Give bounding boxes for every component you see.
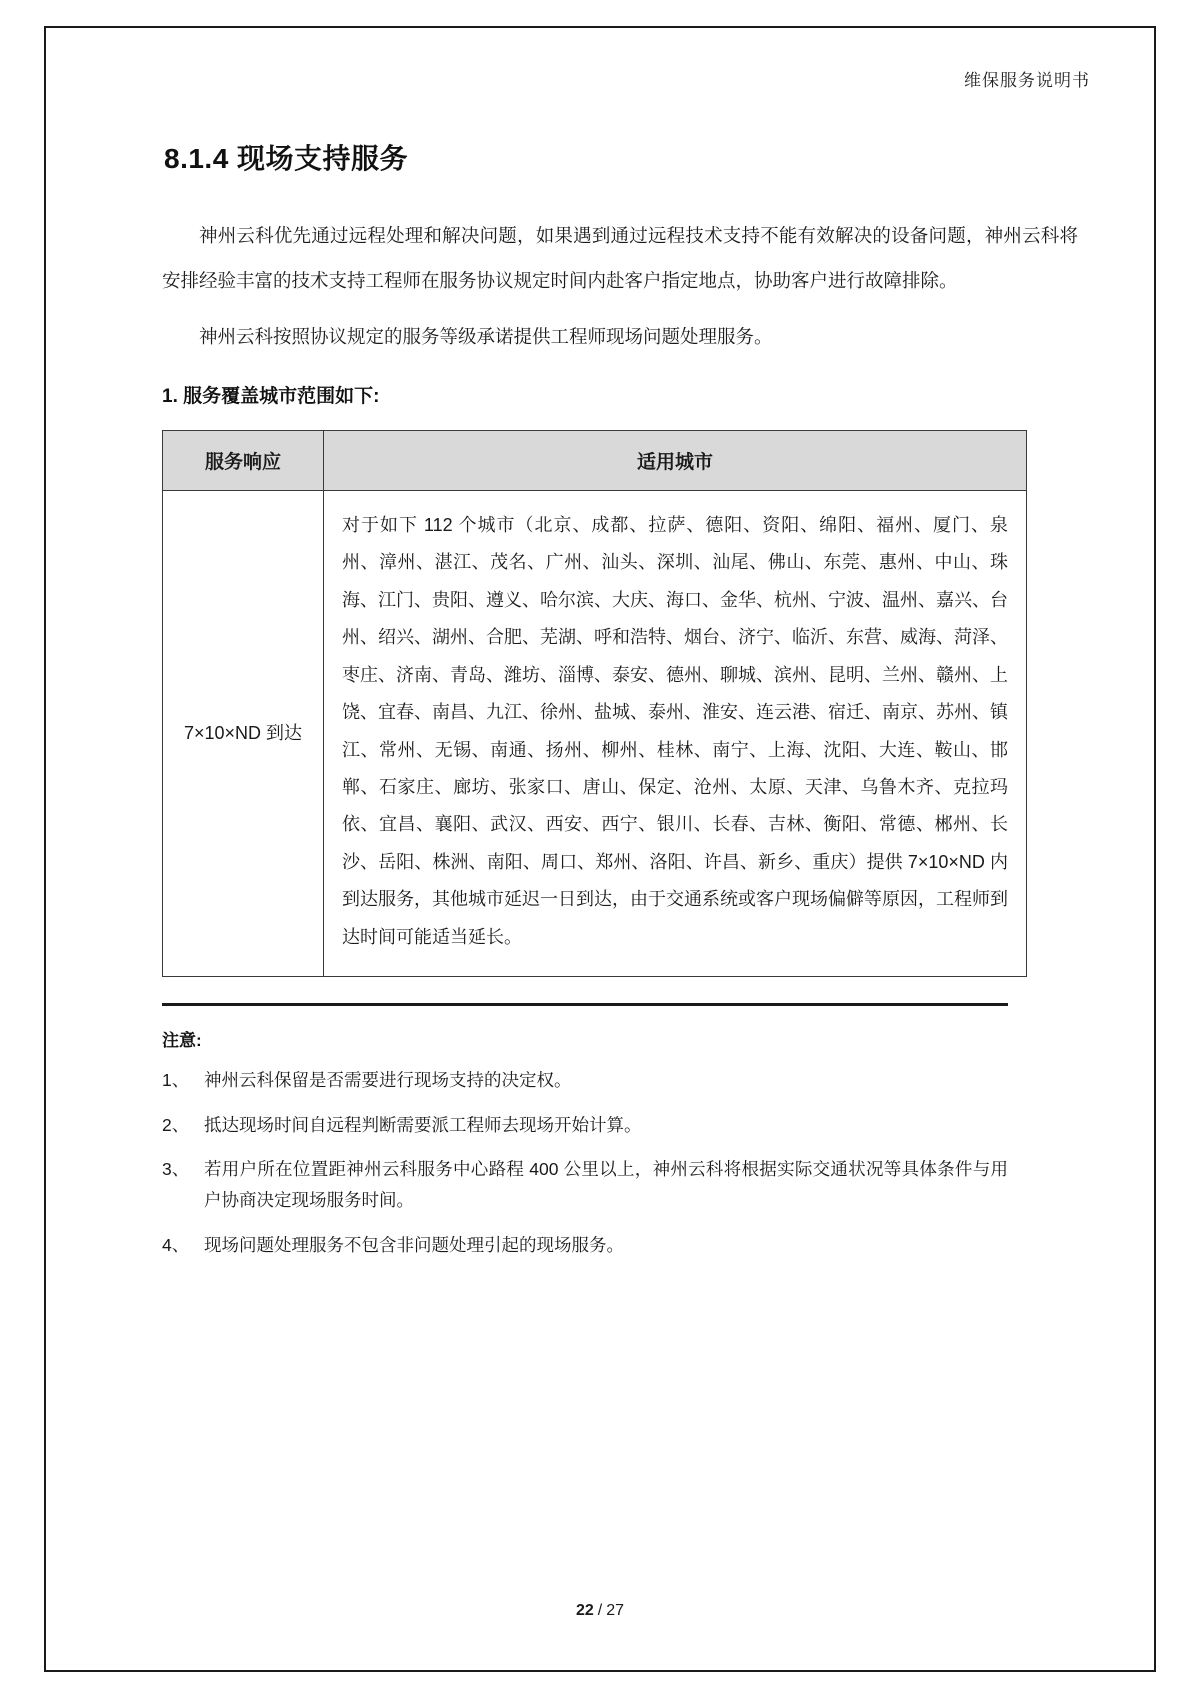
list-item-text: 神州云科保留是否需要进行现场支持的决定权。 bbox=[204, 1070, 572, 1091]
page-title: 8.1.4 现场支持服务 bbox=[164, 143, 409, 174]
cell-city-list: 对于如下 112 个城市（北京、成都、拉萨、德阳、资阳、绵阳、福州、厦门、泉州、漳州、湛江、茂名、广州、汕头、深圳、汕尾、佛山、东莞、惠州、中山、珠海、江门、贵阳、遵义、哈尔滨、大庆、海口、金华、杭州、宁波、温州、嘉兴、台州、绍兴、湖州、合肥、芜湖、呼和浩特、烟台、济宁、临沂、东营、威海、菏泽、枣庄、济南、青岛、潍坊、淄博、泰安、德州、聊城、滨州、昆明、兰州、赣州、上饶、宜春、南昌、九江、徐州、盐城、泰州、淮安、连云港、宿迁、南京、苏州、镇江、常州、无锡、南通、扬州、柳州、桂林、南宁、上海、沈阳、大连、鞍山、邯郸、石家庄、廊坊、张家口、唐山、保定、沧州、太原、天津、乌鲁木齐、克拉玛依、宜昌、襄阳、武汉、西安、西宁、银川、长春、吉林、衡阳、常德、郴州、长沙、岳阳、株洲、南阳、周口、郑州、洛阳、许昌、新乡、重庆）提供 7×10×ND 内到达服务，其他城市延迟一日到达，由于交通系统或客户现场偏僻等原因，工程师到达时间可能适当延长。 bbox=[324, 490, 1027, 976]
table-header-response: 服务响应 bbox=[163, 430, 324, 490]
horizontal-divider bbox=[162, 1003, 1008, 1006]
notice-title: 注意: bbox=[162, 1031, 202, 1051]
list-item bbox=[162, 1110, 1008, 1141]
document-header: 维保服务说明书 bbox=[964, 71, 1090, 90]
list-item-number: 2、 bbox=[162, 1114, 190, 1135]
list-item bbox=[162, 1154, 1008, 1215]
list-item-number: 4、 bbox=[162, 1234, 190, 1255]
page-content bbox=[44, 26, 1156, 1672]
list-item-text: 若用户所在位置距神州云科服务中心路程 400 公里以上，神州云科将根据实际交通状况等具体条件与用户协商决定现场服务时间。 bbox=[204, 1159, 1008, 1211]
footer-current-page: 22 bbox=[575, 1602, 594, 1619]
list-item bbox=[162, 1230, 1008, 1261]
list-item-number: 1、 bbox=[162, 1070, 190, 1091]
notice-list bbox=[162, 1065, 1008, 1260]
list-item-text: 现场问题处理服务不包含非问题处理引起的现场服务。 bbox=[204, 1234, 624, 1255]
table-row bbox=[163, 490, 1027, 976]
list-item bbox=[162, 1065, 1008, 1096]
footer-separator: / bbox=[597, 1602, 603, 1619]
footer-total-pages: 27 bbox=[606, 1602, 625, 1619]
table-header-row bbox=[163, 430, 1027, 490]
list-item-number: 3、 bbox=[162, 1159, 190, 1180]
page-footer bbox=[44, 1602, 1156, 1620]
list-item-text: 抵达现场时间自远程判断需要派工程师去现场开始计算。 bbox=[204, 1114, 642, 1135]
list-title: 1. 服务覆盖城市范围如下: bbox=[162, 385, 380, 407]
cell-response-level: 7×10×ND 到达 bbox=[163, 490, 324, 976]
body-paragraph-2: 神州云科按照协议规定的服务等级承诺提供工程师现场问题处理服务。 bbox=[199, 325, 773, 347]
table-header-cities: 适用城市 bbox=[324, 430, 1027, 490]
service-coverage-table bbox=[162, 430, 1027, 977]
body-paragraph-1: 神州云科优先通过远程处理和解决问题，如果遇到通过远程技术支持不能有效解决的设备问题，神州云科将安排经验丰富的技术支持工程师在服务协议规定时间内赴客户指定地点，协助客户进行故障排除。 bbox=[162, 225, 1078, 292]
